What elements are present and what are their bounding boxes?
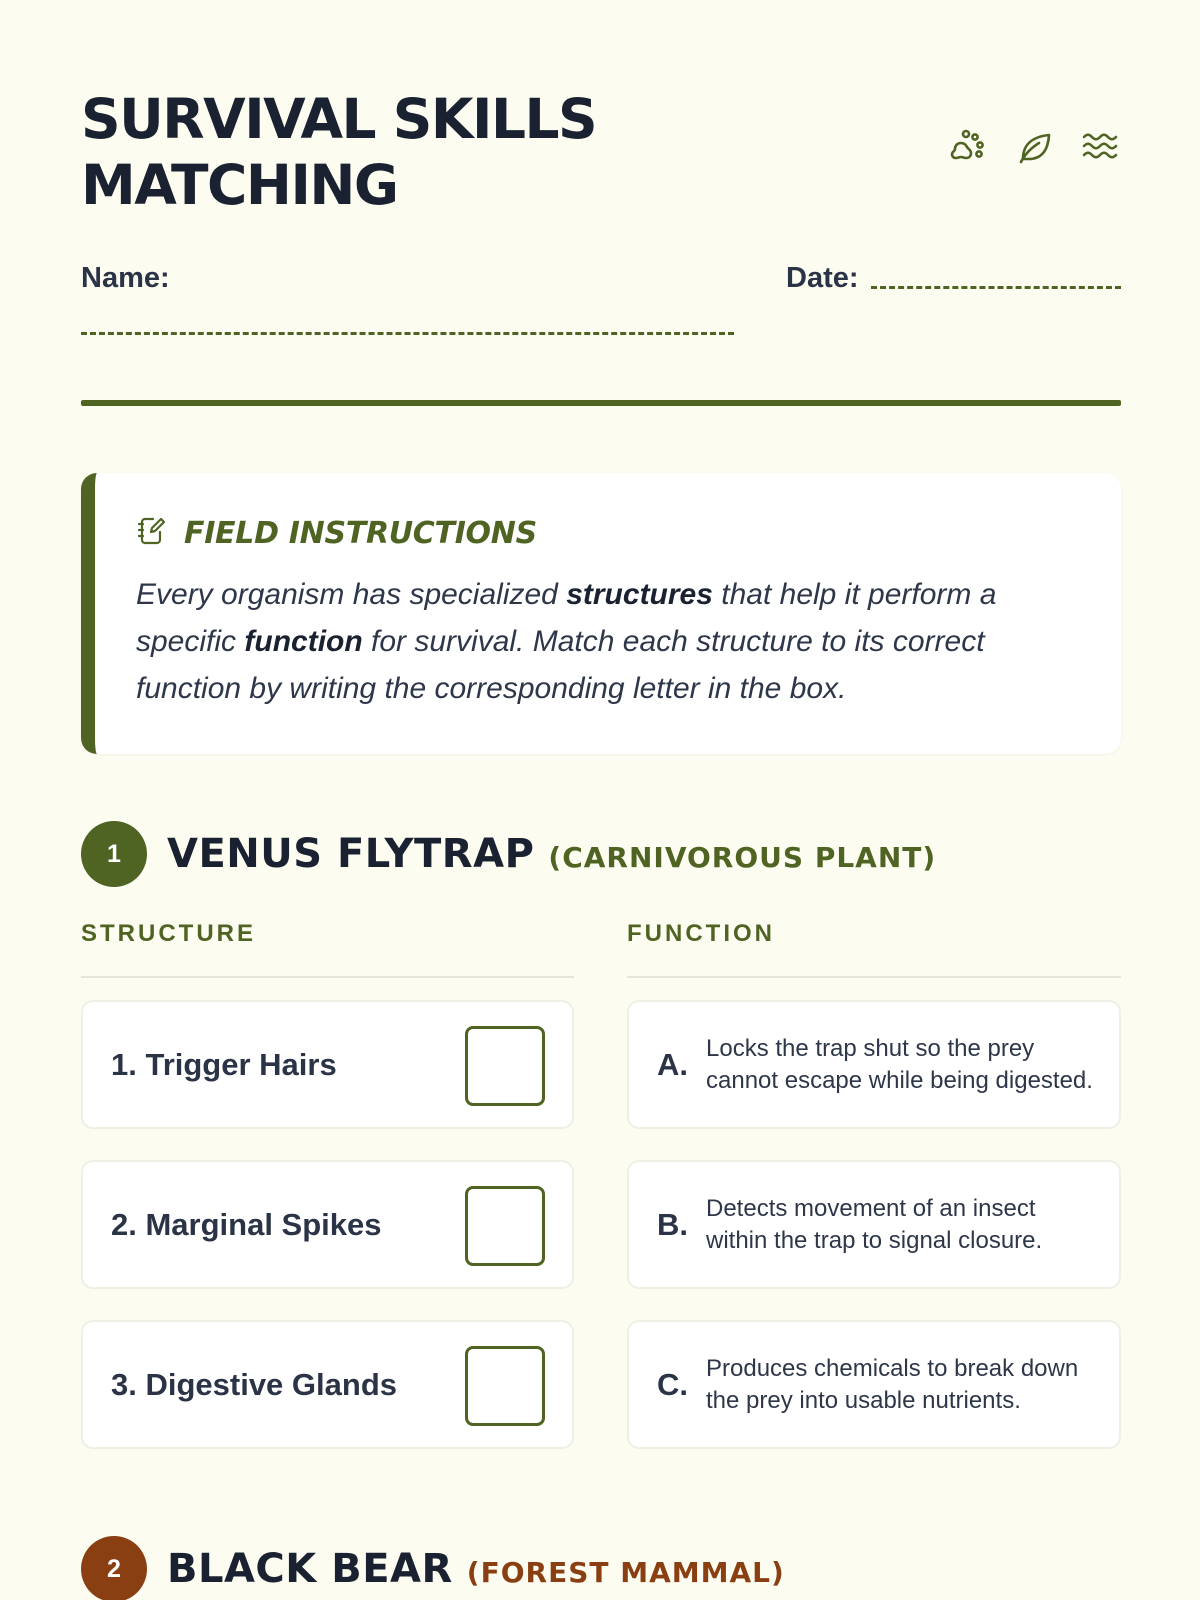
instructions-text [136, 571, 1081, 712]
section-title: BLACK BEAR [167, 1546, 453, 1592]
instructions-text-part: for survival. Match each structure to its correct function by writing the corresponding letter in the box. [136, 625, 985, 705]
instructions-header [136, 513, 1081, 553]
worksheet-page [81, 0, 1121, 1592]
section-title: VENUS FLYTRAP [167, 831, 535, 877]
function-text: Produces chemicals to break down the prey into usable nutrients. [706, 1354, 1079, 1414]
section-number-badge: 1 [81, 821, 147, 887]
waves-icon [1081, 126, 1121, 166]
structure-card [81, 1320, 574, 1449]
title-line-2: MATCHING [81, 153, 398, 217]
function-card [627, 1320, 1121, 1449]
instructions-keyword-function: function [244, 625, 363, 658]
header-icons [949, 126, 1121, 166]
date-label: Date: [786, 262, 859, 294]
match-row [81, 1000, 1121, 1160]
function-letter: A. [657, 1046, 688, 1082]
title-line-1: SURVIVAL SKILLS [81, 87, 597, 151]
function-letter: C. [657, 1366, 688, 1402]
section-subtitle: (CARNIVOROUS PLANT) [548, 840, 937, 874]
section-header [81, 820, 1121, 888]
structure-card [81, 1000, 574, 1129]
instructions-text-part: that help it perform a specific [136, 578, 997, 658]
match-row [81, 1320, 1121, 1480]
leaf-icon [1015, 126, 1055, 166]
function-card [627, 1160, 1121, 1289]
structure-label: 3. Digestive Glands [111, 1366, 397, 1402]
header-divider [81, 400, 1121, 406]
section-number-badge: 2 [81, 1536, 147, 1600]
name-field[interactable] [81, 332, 734, 335]
instructions-card [81, 473, 1121, 754]
function-card [627, 1000, 1121, 1129]
instructions-title: FIELD INSTRUCTIONS [184, 515, 537, 551]
function-column-label: FUNCTION [627, 920, 775, 947]
notebook-pen-icon [136, 515, 168, 552]
structure-column-divider [81, 976, 574, 978]
instructions-text-part: Every organism has specialized [136, 578, 567, 611]
worksheet-header [81, 0, 1121, 400]
function-letter: B. [657, 1206, 688, 1242]
answer-box[interactable] [465, 1026, 545, 1106]
structure-column-label: STRUCTURE [81, 920, 256, 947]
paw-icon [949, 126, 989, 166]
function-text: Locks the trap shut so the prey cannot escape while being digested. [706, 1034, 1093, 1094]
function-text: Detects movement of an insect within the trap to signal closure. [706, 1194, 1043, 1254]
section-black-bear [81, 1535, 1121, 1600]
name-label: Name: [81, 262, 170, 294]
structure-label: 1. Trigger Hairs [111, 1046, 337, 1082]
section-subtitle: (FOREST MAMMAL) [466, 1555, 785, 1589]
structure-label: 2. Marginal Spikes [111, 1206, 382, 1242]
section-venus-flytrap [81, 820, 1121, 1480]
column-headers [81, 920, 1121, 1000]
date-field[interactable] [871, 286, 1121, 289]
structure-card [81, 1160, 574, 1289]
page-title [81, 86, 701, 218]
instructions-keyword-structures: structures [566, 578, 713, 611]
function-column-divider [627, 976, 1121, 978]
section-header [81, 1535, 1121, 1600]
answer-box[interactable] [465, 1346, 545, 1426]
answer-box[interactable] [465, 1186, 545, 1266]
match-row [81, 1160, 1121, 1320]
